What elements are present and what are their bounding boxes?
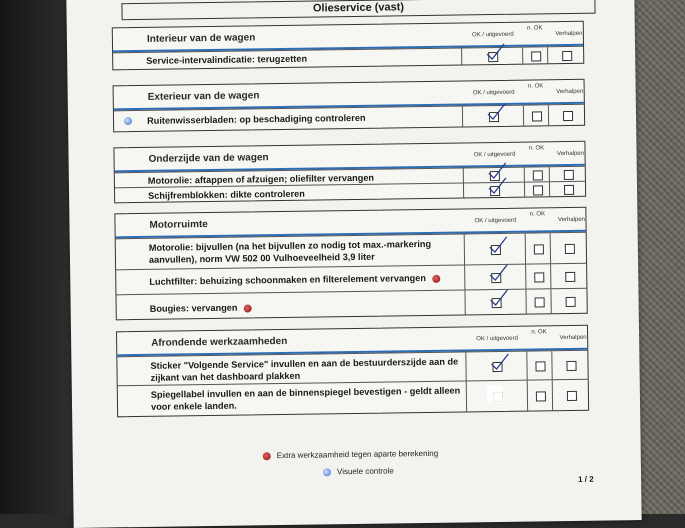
repair-cell[interactable]: [550, 182, 585, 196]
legend-extra-label: Extra werkzaamheid tegen aparte berekening: [276, 448, 439, 461]
section-title: Interieur van de wagen: [146, 32, 256, 45]
section-title: Onderzijde van de wagen: [148, 152, 269, 165]
service-checklist-paper: [66, 0, 641, 528]
legend-visual-label: Visuele controle: [336, 466, 394, 477]
repair-cell[interactable]: [549, 105, 584, 125]
nok-cell[interactable]: [526, 289, 551, 313]
row-text: Spiegellabel invullen en aan de binnenspiegel bevestigen - geldt alleen voor enkele landen.: [118, 381, 467, 416]
repair-cell[interactable]: [551, 289, 586, 313]
checkmark-icon: [487, 289, 509, 309]
row-text: Sticker "Volgende Service" invullen en aan de bestuurderszijde aan de zijkant van het dashboard plakken: [117, 352, 466, 385]
repair-cell[interactable]: [551, 233, 586, 263]
checkmark-icon: [487, 264, 509, 284]
visual-check-icon: [124, 117, 132, 125]
section-title: Motorruimte: [149, 219, 208, 231]
nok-cell[interactable]: [527, 351, 552, 379]
column-ok-header: OK / uitgevoerd: [471, 31, 514, 39]
row-text: Schijfremblokken: dikte controleren: [115, 183, 464, 202]
ok-cell[interactable]: [465, 234, 526, 265]
row-label: Luchtfilter: behuizing schoonmaken en filterelement vervangen: [149, 272, 427, 287]
section-underside: [113, 141, 586, 204]
repair-cell[interactable]: [552, 351, 587, 379]
column-nok-header: n. OK: [528, 145, 545, 152]
ok-cell[interactable]: [463, 106, 524, 127]
row-text: Motorolie: bijvullen (na het bijvullen zo nodig tot max.-markering aanvullen), norm VW 502 00 Vulhoeveelheid 3,9 liter: [116, 234, 465, 269]
column-repair-header: Verhalpen: [556, 150, 585, 158]
checkmark-icon: [484, 43, 506, 63]
section-exterior: [113, 79, 586, 133]
ok-cell[interactable]: [466, 352, 527, 381]
section-finishing: [116, 325, 589, 418]
column-ok-header: OK / uitgevoerd: [472, 89, 515, 97]
nok-cell[interactable]: [525, 167, 550, 181]
row-text: Service-intervalindicatie: terugzetten: [113, 48, 462, 69]
checklist-row: [118, 379, 588, 417]
section-title: Exterieur van de wagen: [147, 90, 260, 103]
ok-cell[interactable]: [467, 381, 528, 412]
column-ok-header: OK / uitgevoerd: [473, 151, 516, 159]
whiteout-mark: [487, 385, 503, 403]
row-text: [116, 290, 465, 319]
ok-cell[interactable]: [462, 48, 523, 65]
row-label: Ruitenwisserbladen: op beschadiging controleren: [146, 112, 366, 126]
column-nok-header: n. OK: [531, 329, 547, 336]
column-ok-header: OK / uitgevoerd: [476, 335, 519, 343]
column-repair-header: Verhalpen: [555, 30, 583, 38]
row-text: [114, 106, 463, 131]
nok-cell[interactable]: [525, 182, 550, 196]
checkmark-icon: [488, 353, 510, 373]
nok-cell[interactable]: [528, 380, 553, 410]
column-repair-header: Verhalpen: [559, 334, 587, 342]
row-text: Motorolie: aftappen of afzuigen; oliefilter vervangen: [115, 168, 464, 187]
ok-cell[interactable]: [465, 290, 526, 315]
extra-work-icon: [263, 452, 271, 460]
column-repair-header: Verhalpen: [557, 216, 586, 224]
nok-cell[interactable]: [526, 264, 551, 288]
checkmark-icon: [485, 103, 507, 123]
checklist-row: [116, 288, 586, 320]
repair-cell[interactable]: [551, 264, 586, 288]
repair-cell[interactable]: [548, 47, 583, 63]
column-ok-header: OK / uitgevoerd: [474, 217, 517, 225]
row-label: Bougies: vervangen: [149, 302, 238, 314]
ok-cell[interactable]: [465, 265, 526, 290]
section-interior: [112, 21, 585, 71]
visual-check-icon: [323, 468, 331, 476]
repair-cell[interactable]: [553, 380, 588, 410]
nok-cell[interactable]: [523, 47, 548, 63]
checkmark-icon: [487, 236, 509, 256]
section-engine-bay: [114, 207, 587, 321]
column-repair-header: Verhalpen: [556, 88, 584, 96]
repair-cell[interactable]: [550, 167, 585, 181]
nok-cell[interactable]: [526, 233, 551, 263]
section-title: Afrondende werkzaamheden: [151, 335, 288, 349]
column-nok-header: n. OK: [529, 211, 546, 218]
checkmark-icon: [486, 177, 508, 197]
column-nok-header: n. OK: [527, 83, 544, 90]
column-nok-header: n. OK: [527, 25, 543, 32]
nok-cell[interactable]: [524, 105, 549, 125]
ok-cell[interactable]: [464, 183, 525, 198]
legend-visual: [323, 466, 394, 476]
extra-work-icon: [432, 274, 440, 282]
extra-work-icon: [243, 304, 251, 312]
document-title: Olieservice (vast): [121, 0, 595, 20]
page-number: 1 / 2: [578, 474, 594, 484]
legend-extra: [263, 449, 439, 460]
